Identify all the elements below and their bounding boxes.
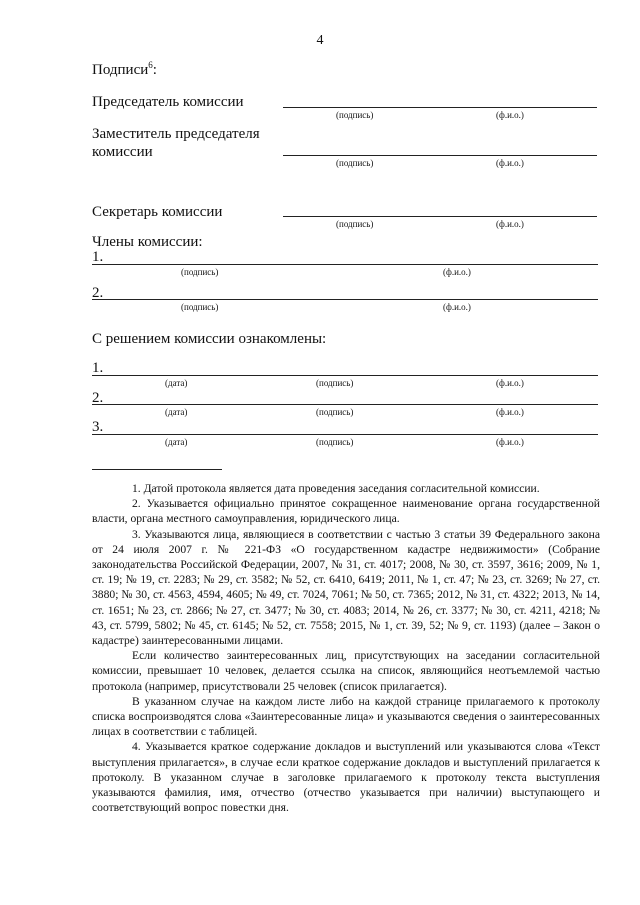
acquainted-3-fio-caption: (ф.и.о.) — [496, 437, 524, 447]
signatures-title-text: Подписи — [92, 62, 149, 78]
secretary-label: Секретарь комиссии — [92, 204, 223, 220]
footnote-3: 3. Указываются лица, являющиеся в соответствии с частью 3 статьи 39 Федерального закона от 24 июля 2007 г. № 221-ФЗ «О государственном кадастре недвижимости» (Собрание законодательства Российской Федерации, 2007, № 31, ст. 4017; 2008, № 30, ст. 3597, 3616; 2009, № 1, ст. 19; № 19, ст. 2283; № 29, ст. 3582; № 52, ст. 6410, 6419; 2011, № 1, ст. 47; № 23, ст. 3269; № 27, ст. 3880; № 30, ст. 4563, 4594, 4605; № 49, ст. 7024, 7061; № 50, ст. 7365; 2012, № 31, ст. 4322; 2013, № 14, ст. 1651; № 23, ст. 2866; № 27, ст. 3477; № 30, ст. 4083; 2014, № 26, ст. 3377; № 30, ст. 4211, 4218; № 43, ст. 5799, 5802; № 45, ст. 6145; № 52, ст. 7558; 2015, № 1, ст. 39, 52; № 9, ст. 1193) (далее – Закон о кадастре) заинтересованными лицами. — [92, 527, 600, 648]
footnote-separator — [92, 469, 222, 470]
acquainted-1-line — [92, 375, 598, 376]
acquainted-2-number: 2. — [92, 390, 104, 406]
acquainted-title: С решением комиссии ознакомлены: — [92, 331, 327, 347]
secretary-fio-caption: (ф.и.о.) — [496, 219, 524, 229]
acquainted-1-date-caption: (дата) — [165, 378, 188, 388]
chairman-signature-caption: (подпись) — [336, 110, 374, 120]
deputy-fio-caption: (ф.и.о.) — [496, 158, 524, 168]
chairman-signature-line — [283, 107, 597, 108]
acquainted-2-line — [92, 404, 598, 405]
acquainted-1-number: 1. — [92, 360, 104, 376]
member-2-signature-caption: (подпись) — [181, 302, 219, 312]
acquainted-2-fio-caption: (ф.и.о.) — [496, 407, 524, 417]
signatures-title — [92, 61, 157, 79]
chairman-fio-caption: (ф.и.о.) — [496, 110, 524, 120]
footnote-2: 2. Указывается официально принятое сокращенное наименование органа государственной власти, органа местного самоуправления, юридического лица. — [92, 497, 600, 526]
acquainted-3-date-caption: (дата) — [165, 437, 188, 447]
members-label: Члены комиссии: — [92, 234, 203, 250]
acquainted-1-fio-caption: (ф.и.о.) — [496, 378, 524, 388]
member-1-signature-caption: (подпись) — [181, 267, 219, 277]
footnote-4: 4. Указывается краткое содержание докладов и выступлений или указываются слова «Текст выступления прилагается», в случае если краткое содержание докладов и выступлений прилагается к протоколу. В указанном случае в заголовке прилагаемого к протоколу текста выступления указываются фамилия, имя, отчество (отчество указывается при наличии) выступающего и соответствующий вопрос повестки дня. — [92, 740, 600, 815]
chairman-label: Председатель комиссии — [92, 94, 244, 110]
deputy-signature-line — [283, 155, 597, 156]
footnote-3-extra-1: Если количество заинтересованных лиц, присутствующих на заседании согласительной комиссии, превышает 10 человек, делается ссылка на список, являющийся неотъемлемой частью протокола (например, присутствовали 25 человек (список прилагается). — [92, 649, 600, 693]
signatures-title-colon: : — [152, 62, 157, 78]
footnote-1: 1. Датой протокола является дата проведения заседания согласительной комиссии. — [132, 482, 540, 495]
member-1-fio-caption: (ф.и.о.) — [443, 267, 471, 277]
secretary-signature-line — [283, 216, 597, 217]
member-2-fio-caption: (ф.и.о.) — [443, 302, 471, 312]
acquainted-2-signature-caption: (подпись) — [316, 407, 354, 417]
member-1-line — [92, 264, 598, 265]
secretary-signature-caption: (подпись) — [336, 219, 374, 229]
footnotes — [92, 481, 600, 815]
deputy-signature-caption: (подпись) — [336, 158, 374, 168]
member-2-number: 2. — [92, 285, 104, 301]
footnote-ref: 6 — [148, 60, 153, 70]
footnote-3-extra-2: В указанном случае на каждом листе либо на каждой странице прилагаемого к протоколу списка воспроизводятся слова «Заинтересованные лица» и указываются сведения о заинтересованных лицах в соответствии с таблицей. — [92, 694, 600, 739]
page-number: 4 — [316, 33, 324, 48]
acquainted-3-line — [92, 434, 598, 435]
deputy-label-line1: Заместитель председателя — [92, 126, 260, 142]
deputy-label-line2: комиссии — [92, 144, 153, 160]
acquainted-3-number: 3. — [92, 419, 104, 435]
member-2-line — [92, 299, 598, 300]
acquainted-2-date-caption: (дата) — [165, 407, 188, 417]
acquainted-3-signature-caption: (подпись) — [316, 437, 354, 447]
acquainted-1-signature-caption: (подпись) — [316, 378, 354, 388]
member-1-number: 1. — [92, 249, 104, 265]
